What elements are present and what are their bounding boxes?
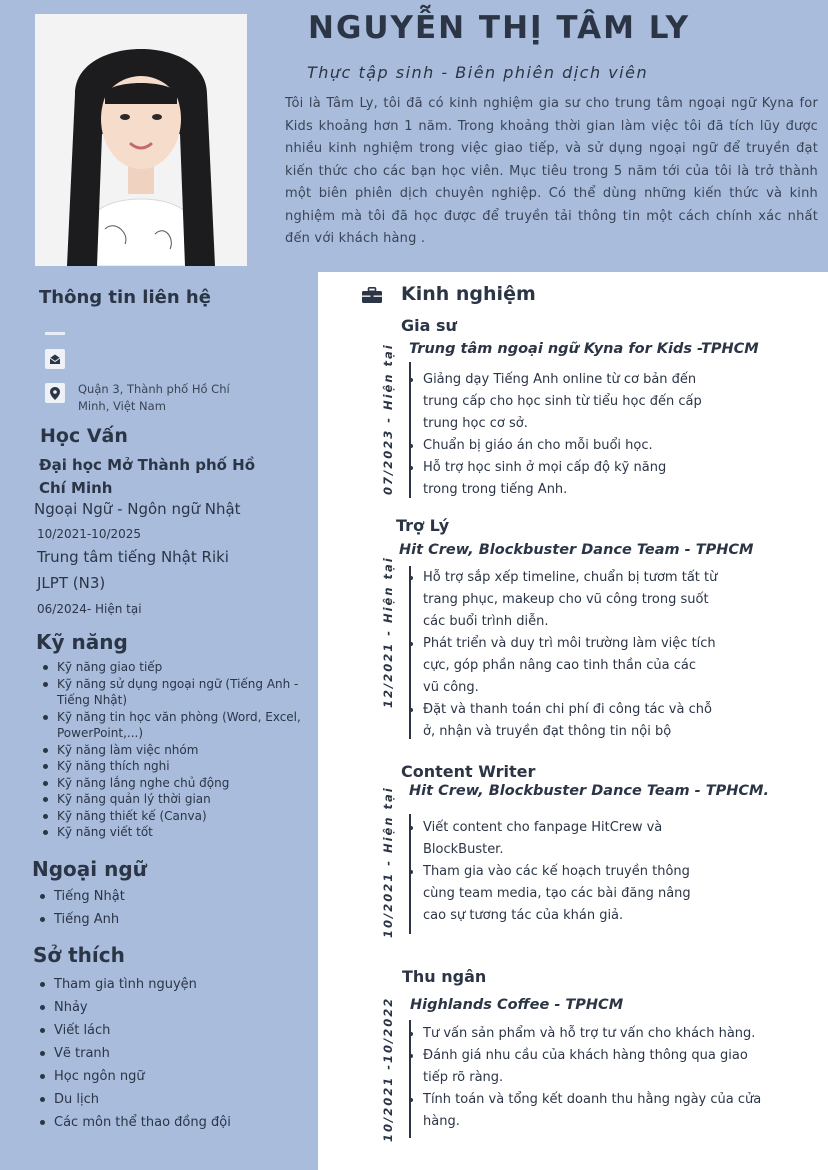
profile-photo — [35, 14, 247, 266]
list-item: Hỗ trợ sắp xếp timeline, chuẩn bị tươm tất từ trang phục, makeup cho vũ công trong suốt các buổi trình diễn. — [423, 567, 753, 633]
candidate-name: NGUYỄN THỊ TÂM LY — [308, 10, 691, 46]
list-item: Hỗ trợ học sinh ở mọi cấp độ kỹ năng trong trong tiếng Anh. — [423, 457, 753, 501]
list-item: Viết content cho fanpage HitCrew và BlockBuster. — [423, 817, 753, 861]
job-company: Hit Crew, Blockbuster Dance Team - TPHCM — [399, 542, 754, 558]
job-bullets — [423, 817, 753, 927]
skills-heading: Kỹ năng — [36, 630, 128, 654]
languages-heading: Ngoại ngữ — [32, 857, 147, 881]
list-item: Giảng dạy Tiếng Anh online từ cơ bản đến trung cấp cho học sinh từ tiểu học đến cấp trung học cơ sở. — [423, 369, 753, 435]
job-bullets — [423, 369, 753, 501]
education-center: Trung tâm tiếng Nhật Riki — [37, 548, 229, 566]
contact-address: Quận 3, Thành phố Hồ Chí Minh, Việt Nam — [78, 382, 230, 413]
skills-list — [40, 659, 305, 841]
education-major: Ngoại Ngữ - Ngôn ngữ Nhật — [34, 500, 241, 518]
divider — [45, 332, 65, 335]
list-item: Kỹ năng thiết kế (Canva) — [40, 808, 305, 825]
languages-list — [38, 885, 125, 931]
mail-icon — [45, 349, 65, 369]
education-university: Đại học Mở Thành phố Hồ Chí Minh — [39, 456, 256, 497]
job-title: Trợ Lý — [396, 516, 450, 535]
candidate-role: Thực tập sinh - Biên phiên dịch viên — [307, 63, 649, 82]
list-item: Kỹ năng lắng nghe chủ động — [40, 775, 305, 792]
education-heading: Học Vấn — [40, 425, 128, 447]
job-company: Hit Crew, Blockbuster Dance Team - TPHCM. — [409, 783, 769, 799]
list-item: Phát triển và duy trì môi trường làm việc tích cực, góp phần nâng cao tinh thần của các vũ công. — [423, 633, 753, 699]
job-title: Thu ngân — [402, 967, 487, 986]
list-item: Viết lách — [38, 1019, 231, 1042]
hobbies-heading: Sở thích — [33, 943, 125, 967]
timeline-line — [409, 814, 411, 934]
list-item: Kỹ năng quản lý thời gian — [40, 791, 305, 808]
timeline-line — [409, 362, 411, 498]
timeline-line — [409, 1020, 411, 1138]
contact-heading: Thông tin liên hệ — [39, 287, 211, 308]
hobbies-list — [38, 973, 231, 1134]
briefcase-icon — [362, 287, 382, 307]
list-item: Nhảy — [38, 996, 231, 1019]
job-date: 10/2021 -10/2022 — [381, 996, 395, 1142]
job-company: Trung tâm ngoại ngữ Kyna for Kids -TPHCM — [409, 341, 759, 357]
job-date: 10/2021 - Hiện tại — [381, 786, 395, 938]
job-company: Highlands Coffee - TPHCM — [410, 997, 624, 1013]
list-item: Đặt và thanh toán chi phí đi công tác và chỗ ở, nhận và truyền đạt thông tin nội bộ — [423, 699, 753, 743]
job-bullets — [423, 567, 753, 743]
list-item: Tư vấn sản phẩm và hỗ trợ tư vấn cho khách hàng. — [423, 1023, 783, 1045]
list-item: Kỹ năng tin học văn phòng (Word, Excel, PowerPoint,...) — [40, 709, 305, 742]
experience-heading: Kinh nghiệm — [401, 283, 536, 305]
profile-summary: Tôi là Tâm Ly, tôi đã có kinh nghiệm gia sư cho trung tâm ngoại ngữ Kyna for Kids khoảng hơn 1 năm. Trong khoảng thời gian làm việc tôi đã tích lũy được nhiều kinh nghiệm trong việc giao tiếp, và sử dụng ngoại ngữ để truyền đạt kiến thức cho các bạn học viên. Mục tiêu trong 5 năm tới của tôi là trở thành một biên phiên dịch chuyên nghiệp. Có thể dùng những kiến thức và kinh nghiệm mà tôi đã học được để truyền tải thông tin một cách chính xác nhất đến với khách hàng . — [285, 96, 818, 246]
education-date-center: 06/2024- Hiện tại — [37, 602, 142, 616]
job-bullets — [423, 1023, 783, 1133]
job-date: 07/2023 - Hiện tại — [381, 343, 395, 495]
timeline-line — [409, 566, 411, 739]
list-item: Chuẩn bị giáo án cho mỗi buổi học. — [423, 435, 753, 457]
education-certificate: JLPT (N3) — [37, 574, 106, 592]
location-pin-icon — [45, 383, 65, 403]
job-title: Content Writer — [401, 762, 536, 781]
education-date-university: 10/2021-10/2025 — [37, 527, 142, 541]
list-item: Kỹ năng giao tiếp — [40, 659, 305, 676]
list-item: Học ngôn ngữ — [38, 1065, 231, 1088]
list-item: Tham gia tình nguyện — [38, 973, 231, 996]
list-item: Tham gia vào các kế hoạch truyền thông cùng team media, tạo các bài đăng nâng cao sự tương tác của khán giả. — [423, 861, 753, 927]
list-item: Tính toán và tổng kết doanh thu hằng ngày của cửa hàng. — [423, 1089, 783, 1133]
list-item: Du lịch — [38, 1088, 231, 1111]
list-item: Tiếng Anh — [38, 908, 125, 931]
list-item: Tiếng Nhật — [38, 885, 125, 908]
list-item: Đánh giá nhu cầu của khách hàng thông qua giao tiếp rõ ràng. — [423, 1045, 783, 1089]
list-item: Kỹ năng thích nghi — [40, 758, 305, 775]
job-date: 12/2021 - Hiện tại — [381, 556, 395, 708]
list-item: Các môn thể thao đồng đội — [38, 1111, 231, 1134]
job-title: Gia sư — [401, 316, 457, 335]
list-item: Kỹ năng viết tốt — [40, 824, 305, 841]
list-item: Kỹ năng làm việc nhóm — [40, 742, 305, 759]
list-item: Vẽ tranh — [38, 1042, 231, 1065]
list-item: Kỹ năng sử dụng ngoại ngữ (Tiếng Anh - Tiếng Nhật) — [40, 676, 305, 709]
